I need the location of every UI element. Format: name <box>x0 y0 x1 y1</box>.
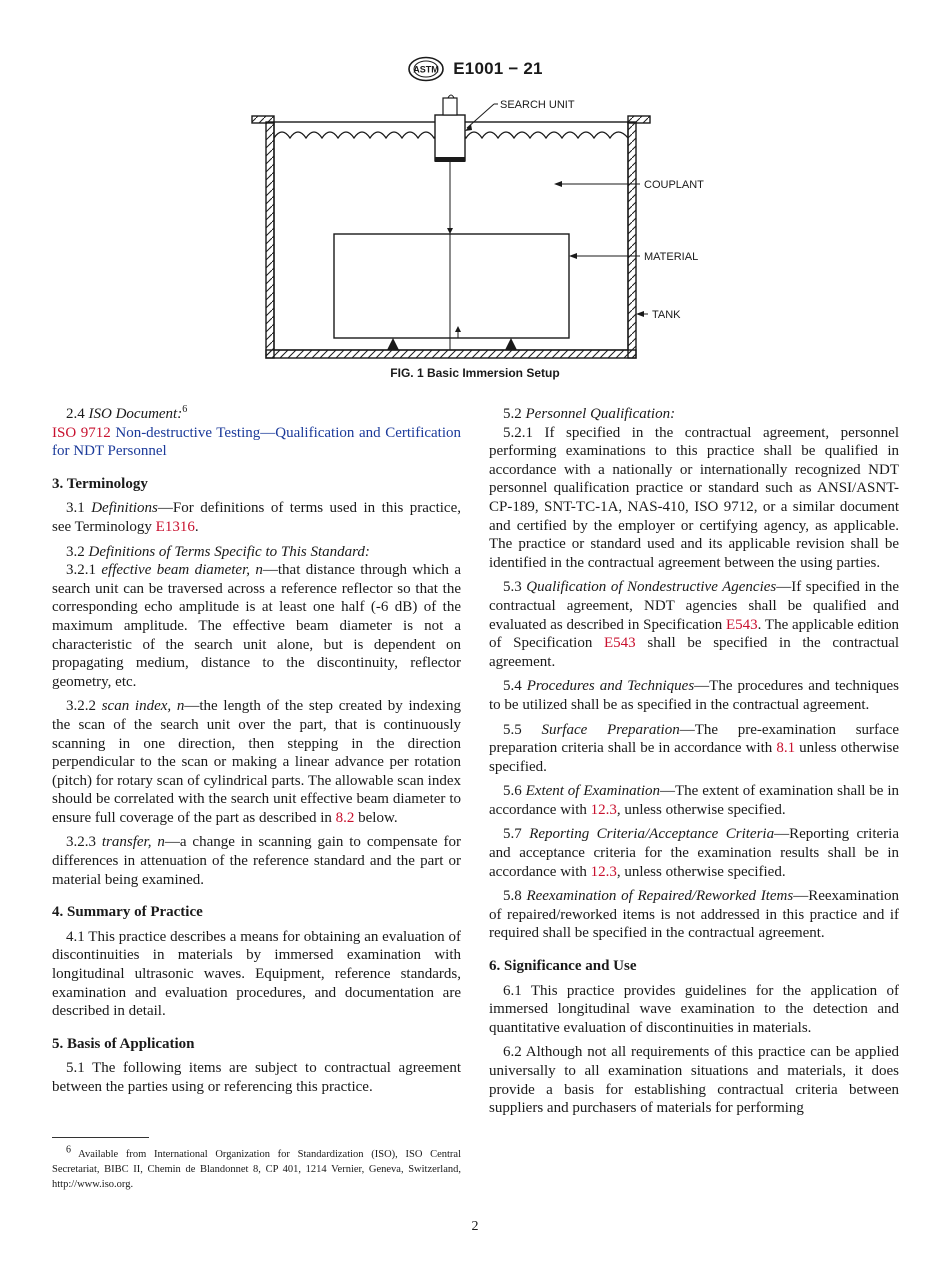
section-3-2-1: 3.2.1 effective beam diameter, n—that distance through which a search unit can be traversed across a reference reflector so that the corresponding echo amplitude is at least one half (-6 dB) of the maximum amplitude. The effective beam diameter is not a characteristic of the search unit alone, but is dependent on propagating medium, distance to the discontinuity, reflector geometry, etc. <box>52 562 462 690</box>
section-8-1-link[interactable]: 8.1 <box>776 740 796 757</box>
label-tank: TANK <box>652 309 681 321</box>
section-12-3-link-1[interactable]: 12.3 <box>590 801 617 818</box>
section-5-8: 5.8 Reexamination of Repaired/Reworked Items—Reexamination of repaired/reworked items is not addressed in this practice and if required shall be specified in the contractual agreement. <box>489 888 900 942</box>
iso-9712-link[interactable]: ISO 9712 <box>52 424 111 441</box>
figure-caption: FIG. 1 Basic Immersion Setup <box>390 366 560 380</box>
section-3-2-3: 3.2.3 transfer, n—a change in scanning gain to compensate for differences in attenuation of the reference standard and the part or material being examined. <box>52 834 462 888</box>
section-4-1: 4.1 This practice describes a means for obtaining an evaluation of discontinuities in materials by immersed examination with longitudinal ultrasonic waves. Equipment, reference standards, examination and evaluation procedures, and documentation are described in detail. <box>52 928 461 1020</box>
e543-link-1[interactable]: E543 <box>726 616 758 633</box>
section-8-2-link[interactable]: 8.2 <box>335 809 355 826</box>
right-column <box>489 405 899 1124</box>
section-5-2: 5.2 Personnel Qualification: <box>503 406 676 422</box>
page-number: 2 <box>471 1219 479 1234</box>
search-unit <box>435 95 465 162</box>
support-left <box>387 338 399 350</box>
left-column <box>52 405 461 1103</box>
support-right <box>505 338 517 350</box>
section-6-2: 6.2 Although not all requirements of this practice can be applied universally to all examination situations and materials, it does provide a basis for establishing contractual criteria between suppliers and purchasers of materials for performing <box>489 1044 899 1117</box>
page-header <box>0 56 950 84</box>
astm-logo-icon <box>407 56 445 82</box>
footnote-divider <box>52 1137 149 1138</box>
section-5-6: 5.6 Extent of Examination—The extent of examination shall be in accordance with 12.3, unless otherwise specified. <box>489 783 900 818</box>
section-6-1: 6.1 This practice provides guidelines for the application of immersed longitudinal wave examination to the detection and quantitative evaluation of discontinuities in materials. <box>489 982 899 1036</box>
section-5-3: 5.3 Qualification of Nondestructive Agencies—If specified in the contractual agreement, NDT agencies shall be qualified and evaluated as described in Specification E543. The applicable edition of Specification E543 shall be specified in the contractual agreement. <box>489 579 900 670</box>
iso-9712-title[interactable]: Non-destructive Testing—Qualification and Certification for NDT Personnel <box>52 424 462 460</box>
document-code: E1001 − 21 <box>453 59 543 78</box>
section-2-4: 2.4 ISO Document:$^6$ <box>66 404 188 422</box>
label-material: MATERIAL <box>644 251 699 263</box>
e543-link-2[interactable]: E543 <box>604 635 636 652</box>
heading-basis-of-application: 5. Basis of Application <box>52 1035 195 1052</box>
section-5-4: 5.4 Procedures and Techniques—The procedures and techniques to be utilized shall be as specified in the contractual agreement. <box>489 678 899 713</box>
section-5-2-1: 5.2.1 If specified in the contractual agreement, personnel performing examinations to this practice shall be qualified in accordance with a nationally or internationally recognized NDT personnel qualification practice or standard such as ANSI/ASNT-CP-189, SNT-TC-1A, NAS-410, ISO 9712, or a similar document and certified by the employer or certifying agency, as applicable. The practice or standard used and its applicable revision shall be identified in the contractual agreement between the using parties. <box>489 424 899 571</box>
immersion-diagram <box>248 94 718 366</box>
section-5-1: 5.1 The following items are subject to contractual agreement between the parties using or referencing this practice. <box>52 1060 461 1095</box>
footnote-6: $^6$ Available from International Organization for Standardization (ISO), ISO Central Secretariat, BIBC II, Chemin de Blandonnet 8, CP 401, 1214 Vernier, Geneva, Switzerland, http://www.iso.org. <box>52 1144 462 1190</box>
heading-summary-of-practice: 4. Summary of Practice <box>52 904 203 921</box>
figure-immersion-setup <box>248 94 718 366</box>
heading-significance-and-use: 6. Significance and Use <box>489 958 637 975</box>
section-5-5: 5.5 Surface Preparation—The pre-examination surface preparation criteria shall be in accordance with 8.1 unless otherwise specified. <box>489 721 899 775</box>
heading-terminology: 3. Terminology <box>52 475 148 492</box>
iso-reference <box>52 424 461 461</box>
label-search-unit: SEARCH UNIT <box>500 99 575 111</box>
section-3-2: 3.2 Definitions of Terms Specific to This Standard: <box>66 543 370 560</box>
section-12-3-link-2[interactable]: 12.3 <box>590 863 617 880</box>
astm-logo-text: ASTM <box>413 64 440 75</box>
section-3-1: 3.1 Definitions—For definitions of terms used in this practice, see Terminology E1316. <box>52 500 461 535</box>
e1316-link[interactable]: E1316 <box>155 518 195 535</box>
section-3-2-2: 3.2.2 scan index, n—the length of the step created by indexing the scan of the search unit over the part, that is continuously scanning in one direction, then stepping in the direction perpendicular to the scan or making a linear advance per rotation (pitch) for rotary scan of cylindrical parts. The allowable scan index should be correlated with the search unit effective beam diameter to ensure full coverage of the part as described in 8.2 below. <box>52 698 461 826</box>
material-block <box>334 234 569 338</box>
section-5-7: 5.7 Reporting Criteria/Acceptance Criteria—Reporting criteria and acceptance criteria for the examination results shall be in accordance with 12.3, unless otherwise specified. <box>489 826 899 880</box>
label-couplant: COUPLANT <box>644 179 704 191</box>
